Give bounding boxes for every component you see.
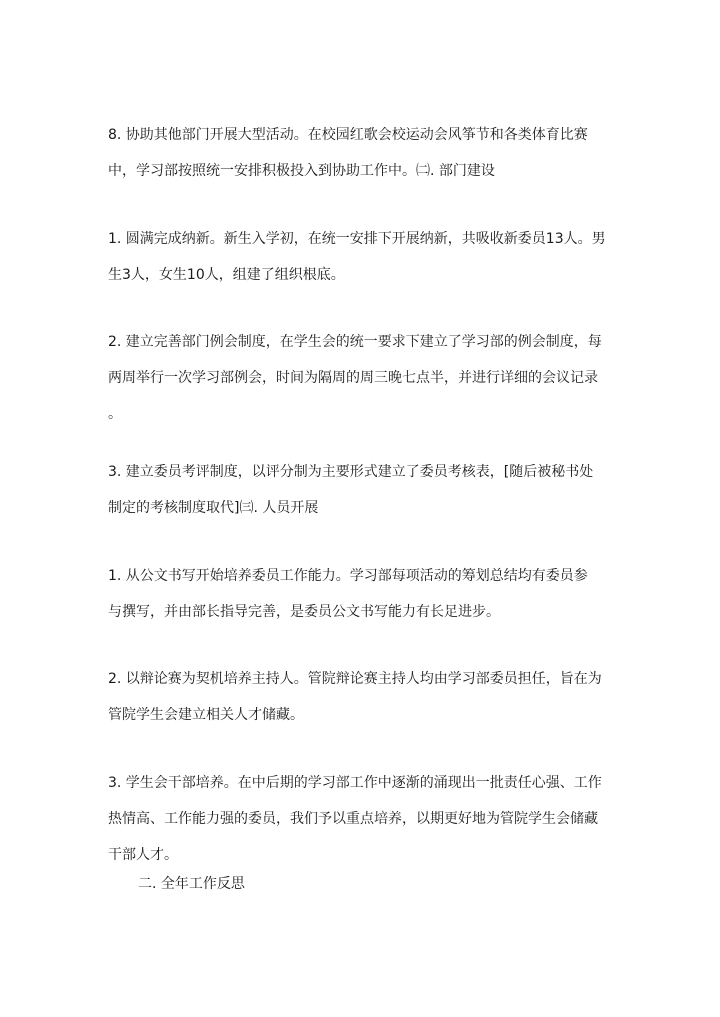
paragraph-1-line-1: 1. 圆满完成纳新。新生入学初，在统一安排下开展纳新，共吸收新委员13人。男 [108, 231, 606, 247]
paragraph-4-line-1: 1. 从公文书写开始培养委员工作能力。学习部每项活动的筹划总结均有委员参 [108, 568, 588, 584]
paragraph-5-line-1: 2. 以辩论赛为契机培养主持人。管院辩论赛主持人均由学习部委员担任，旨在为 [108, 671, 602, 687]
paragraph-8-line-2: 中，学习部按照统一安排积极投入到协助工作中。㈡. 部门建设 [108, 163, 495, 179]
paragraph-6-line-1: 3. 学生会干部培养。在中后期的学习部工作中逐渐的涌现出一批责任心强、工作 [108, 775, 602, 791]
paragraph-5-line-2: 管院学生会建立相关人才储藏。 [108, 707, 304, 723]
paragraph-4-line-2: 与撰写，并由部长指导完善，是委员公文书写能力有长足进步。 [108, 604, 500, 620]
paragraph-3-line-2: 制定的考核制度取代]㈢. 人员开展 [108, 500, 319, 516]
paragraph-3-line-1: 3. 建立委员考评制度，以评分制为主要形式建立了委员考核表，[随后被秘书处 [108, 464, 594, 480]
paragraph-6-line-2: 热情高、工作能力强的委员，我们予以重点培养，以期更好地为管院学生会储藏 [108, 811, 598, 827]
paragraph-2-line-3: 。 [108, 406, 122, 422]
paragraph-6-line-3: 干部人才。 [108, 847, 178, 863]
section-heading: 二. 全年工作反思 [138, 876, 245, 892]
paragraph-1-line-2: 生3人，女生10人，组建了组织根底。 [108, 267, 345, 283]
paragraph-2-line-2: 两周举行一次学习部例会，时间为隔周的周三晚七点半，并进行详细的会议记录 [108, 370, 598, 386]
paragraph-8-line-1: 8. 协助其他部门开展大型活动。在校园红歌会校运动会风筝节和各类体育比赛 [108, 127, 588, 143]
paragraph-2-line-1: 2. 建立完善部门例会制度，在学生会的统一要求下建立了学习部的例会制度，每 [108, 334, 602, 350]
